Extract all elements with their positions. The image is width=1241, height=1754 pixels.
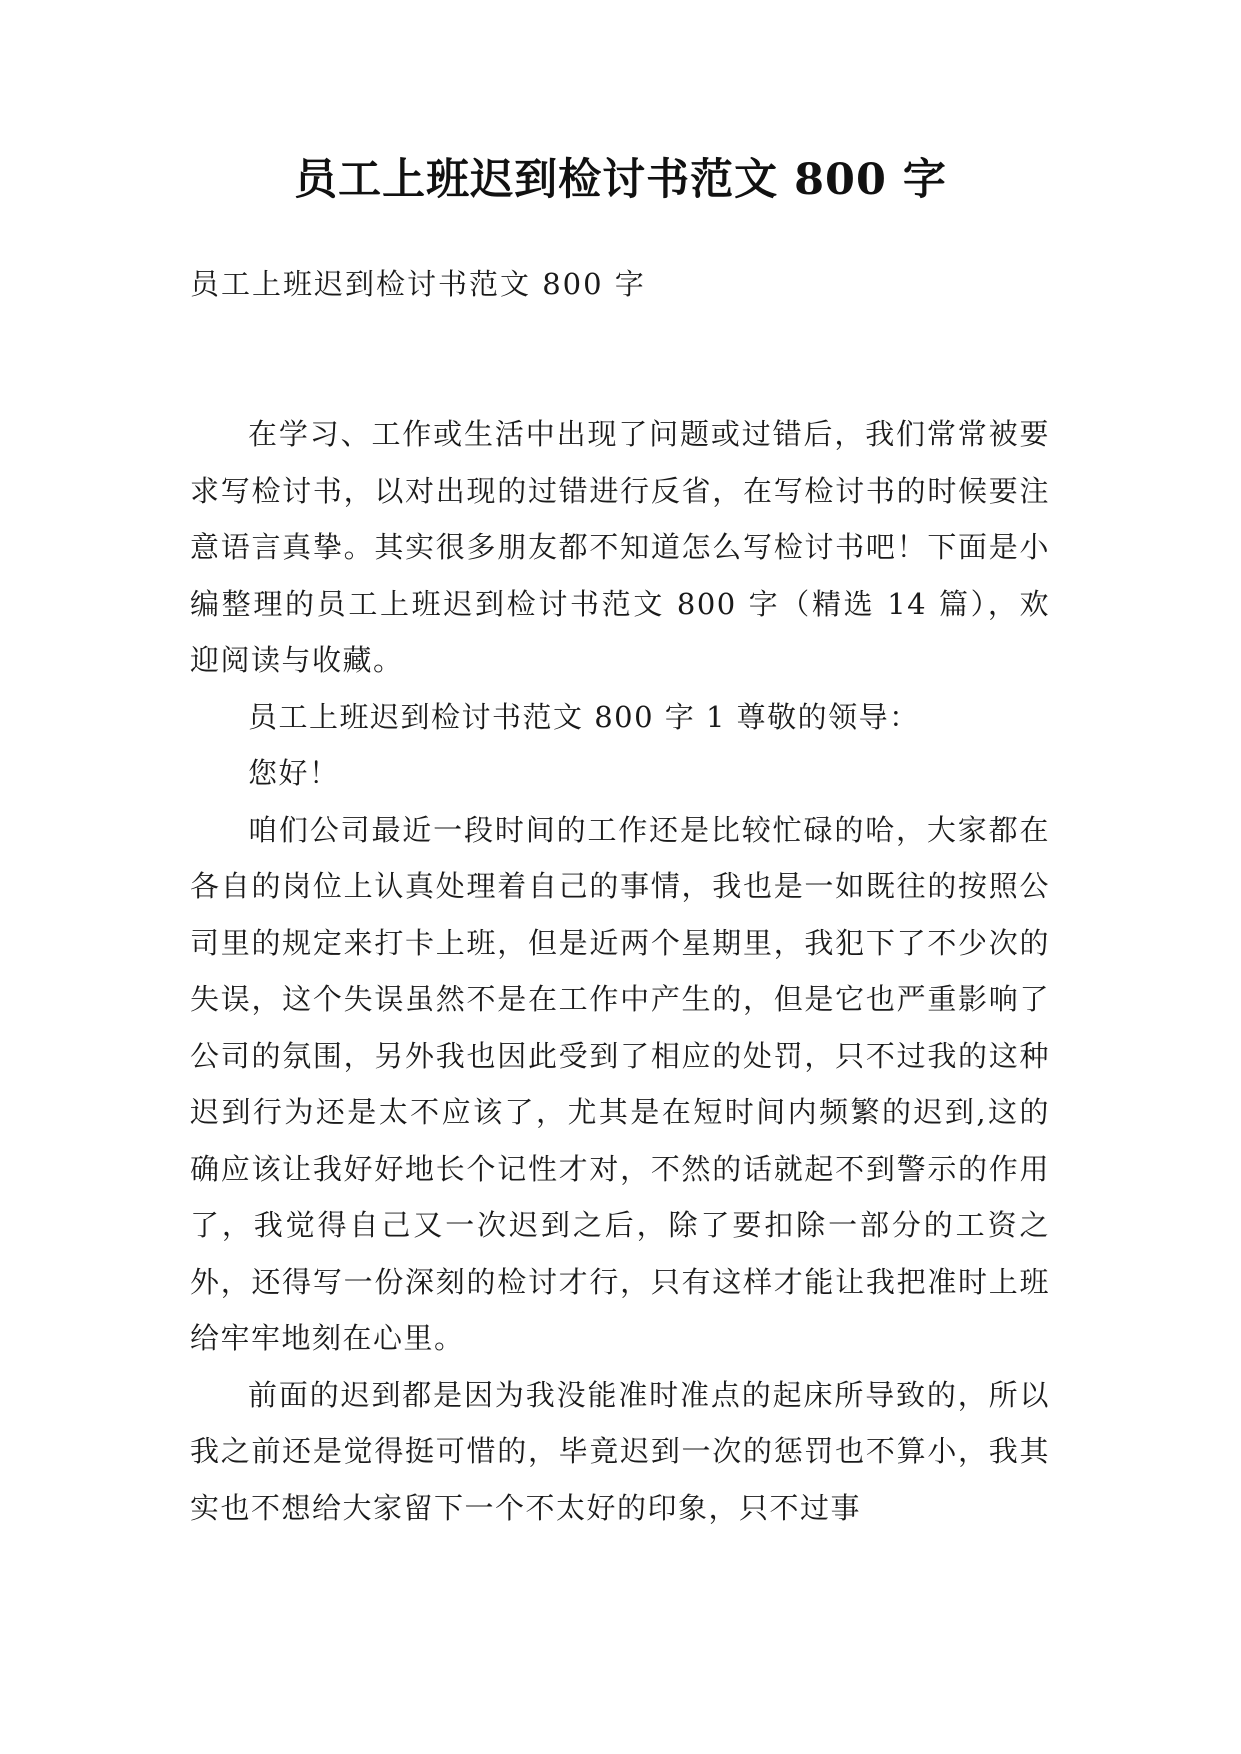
document-body bbox=[190, 406, 1050, 1536]
paragraph-salutation-heading: 员工上班迟到检讨书范文 800 字 1 尊敬的领导： bbox=[248, 699, 920, 734]
document-title: 员工上班迟到检讨书范文 800 字 bbox=[294, 155, 947, 205]
paragraph-greeting: 您好！ bbox=[248, 756, 340, 790]
paragraph-body-2: 前面的迟到都是因为我没能准时准点的起床所导致的，所以我之前还是觉得挺可惜的，毕竟迟到一次的惩罚也不算小，我其实也不想给大家留下一个不太好的印象，只不过事 bbox=[190, 1377, 1050, 1525]
paragraph-intro: 在学习、工作或生活中出现了问题或过错后，我们常常被要求写检讨书，以对出现的过错进行反省，在写检讨书的时候要注意语言真挚。其实很多朋友都不知道怎么写检讨书吧！下面是小编整理的员工上班迟到检讨书范文 800 字（精选 14 篇），欢迎阅读与收藏。 bbox=[190, 417, 1050, 677]
paragraph-body-1: 咱们公司最近一段时间的工作还是比较忙碌的哈，大家都在各自的岗位上认真处理着自己的事情，我也是一如既往的按照公司里的规定来打卡上班，但是近两个星期里，我犯下了不少次的失误，这个失误虽然不是在工作中产生的，但是它也严重影响了公司的氛围，另外我也因此受到了相应的处罚，只不过我的这种迟到行为还是太不应该了，尤其是在短时间内频繁的迟到,这的确应该让我好好地长个记性才对，不然的话就起不到警示的作用了，我觉得自己又一次迟到之后，除了要扣除一部分的工资之外，还得写一份深刻的检讨才行，只有这样才能让我把准时上班给牢牢地刻在心里。 bbox=[190, 812, 1050, 1355]
document-subtitle: 员工上班迟到检讨书范文 800 字 bbox=[190, 267, 646, 301]
